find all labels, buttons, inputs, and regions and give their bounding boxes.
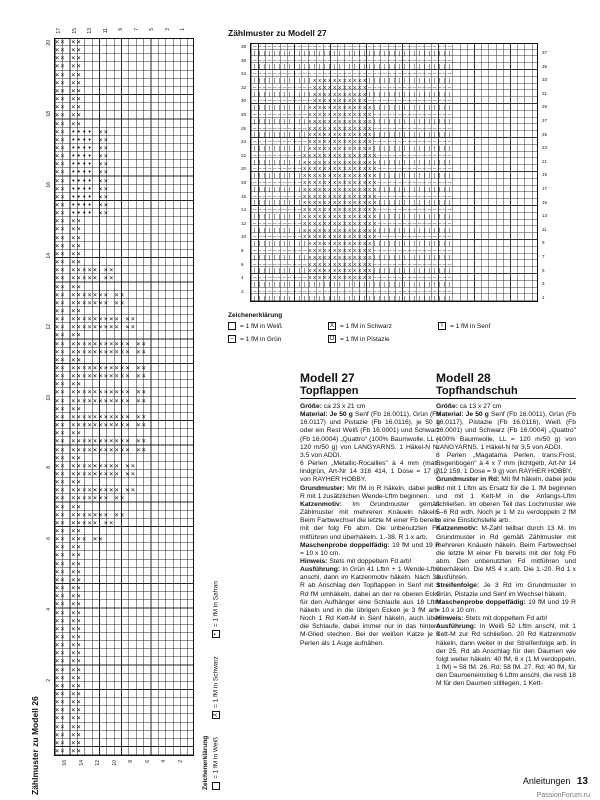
paragraph-label: Material: Je 50 g bbox=[436, 411, 489, 419]
top-chart-row-marks: ––––––––––xxxxxxxxxxxxxxx––––––––––––––– bbox=[253, 180, 453, 186]
left-col-number: 7 bbox=[133, 28, 140, 31]
modell-27-heading: Modell 27 bbox=[300, 371, 355, 385]
left-chart-row-marks: ×× ×× bbox=[55, 355, 83, 364]
paragraph-text: ca 23 x 21 cm bbox=[321, 403, 366, 410]
top-left-number: 6 bbox=[241, 261, 244, 267]
left-row-number: 18 bbox=[46, 111, 52, 117]
left-chart-row-marks: ×× ××××× ×× bbox=[55, 518, 115, 527]
paragraph-label: Maschenprobe doppelfädig: bbox=[300, 541, 390, 549]
left-legend-label: = 1 fM in Weiß bbox=[212, 737, 220, 779]
left-row-number: 16 bbox=[46, 182, 52, 188]
top-right-number: 13 bbox=[542, 213, 548, 219]
left-legend-symbol bbox=[212, 782, 220, 790]
left-chart-row-marks: ×× ×× bbox=[55, 119, 83, 128]
left-chart-row-marks: ×× •••• ×× bbox=[55, 168, 110, 177]
left-col-number: 9 bbox=[118, 28, 124, 31]
left-row-number: 2 bbox=[46, 679, 52, 682]
paragraph-text: Je 3 Rd im Grundmuster in Grün, Pistazie und Senf im Wechsel häkeln. bbox=[436, 582, 576, 598]
top-left-number: 38 bbox=[241, 44, 247, 49]
top-right-number: 21 bbox=[542, 158, 548, 164]
paragraph bbox=[300, 403, 440, 411]
left-row-number: 12 bbox=[46, 324, 52, 330]
left-chart-row-marks: ×× ×× bbox=[55, 111, 83, 120]
left-legend-title: Zeichenerklärung bbox=[202, 735, 209, 790]
left-chart-row-marks: ×× •••• ×× bbox=[55, 184, 110, 193]
top-left-number: 36 bbox=[241, 57, 247, 63]
top-left-number: 2 bbox=[241, 288, 244, 294]
left-chart-row-marks: ×× ×× bbox=[55, 258, 83, 267]
left-chart-row-marks: ×× ××××××××××× ×× bbox=[55, 421, 148, 430]
top-chart-row-marks: |||||||||||xxxxxxxxxxxxx|||||||||||||||| bbox=[253, 254, 453, 261]
left-chart-row-marks: ×× ×× bbox=[55, 54, 83, 63]
legend-symbol-white bbox=[228, 322, 236, 330]
left-legend-item bbox=[212, 737, 220, 790]
paragraph-label: Grundmuster in Rd: bbox=[436, 476, 500, 484]
left-chart-row-marks: ×× ×× bbox=[55, 404, 83, 413]
left-chart-row-marks: ×× ×× bbox=[55, 600, 83, 609]
left-bottom-number: 12 bbox=[95, 760, 101, 766]
left-chart-row-marks: ×× ××××××××××× ×× bbox=[55, 412, 148, 421]
left-chart-row-marks: ×× •••• ×× bbox=[55, 160, 110, 169]
top-chart-row-marks: ||||||||||xxxxxxxxxxxxxxx||||||||||||||| bbox=[253, 159, 453, 166]
top-left-number: 18 bbox=[241, 180, 247, 185]
left-chart-grid bbox=[54, 38, 194, 756]
paragraph bbox=[436, 411, 576, 452]
left-chart-row-marks: ×× ××××××× ×× bbox=[55, 494, 126, 503]
footer-section: Anleitungen bbox=[522, 776, 571, 786]
top-chart-row-marks: –––––––––––––––––––––––––––––––––––––––– bbox=[253, 71, 453, 78]
paragraph bbox=[436, 476, 576, 525]
left-bottom-number: 4 bbox=[161, 760, 167, 763]
top-left-number: 8 bbox=[241, 248, 244, 253]
legend-label-mustard: = 1 fM in Senf bbox=[450, 322, 491, 330]
left-bottom-number: 14 bbox=[78, 760, 85, 766]
left-chart-row-marks: ×× ×× bbox=[55, 738, 83, 747]
left-chart-row-marks: ×× ×× bbox=[55, 453, 83, 462]
top-left-number: 34 bbox=[241, 71, 247, 77]
paragraph-text: Mit fM häkeln, dabei jede Rd mit 1 Lftm als Ersatz für die 1. fM beginnen und mit 1 Kett-M in die Anfangs-Lftm schließen. Im oberen Teil das Lochmuster wie 5–6 Rd wdh. Noch je 1 M zu verdoppeln 2 fM in eine Einstichstelle arb. bbox=[436, 476, 576, 525]
left-chart-row-marks: ×× ×× bbox=[55, 747, 83, 756]
left-chart-row-marks: ×× ×× bbox=[55, 690, 83, 698]
left-chart-row-marks: ×× ×× bbox=[55, 592, 83, 601]
paragraph-text: Im Grundmuster gemäß Zählmuster mit mehreren Knäueln häkeln. Beim Farbwechsel die letzte M einer Fb bereits mit der folg Fb abm. Die unbenutzten Fd mitführen und überhäkeln. 1.-38. R 1 x arb. bbox=[300, 500, 440, 541]
page-number: 13 bbox=[576, 776, 588, 787]
left-chart-row-marks: ×× ××××××××××× ×× bbox=[55, 437, 148, 446]
left-chart-row-marks: ×× ×× bbox=[55, 584, 83, 593]
paragraph bbox=[436, 452, 576, 476]
left-chart-row-marks: ×× ×× bbox=[55, 502, 83, 511]
legend-symbol-mustard: I bbox=[438, 322, 446, 330]
left-bottom-number: 8 bbox=[128, 760, 134, 763]
top-chart-row-marks: ||||||||||xxxxxxxxxxxxxxx||||||||||||||| bbox=[253, 200, 453, 207]
left-chart-row-marks: ×× ×× bbox=[55, 306, 83, 315]
top-legend-title: Zeichenerklärung bbox=[228, 312, 283, 319]
top-chart-row-marks: ||||||||||||xxxxxxxxxxx||||||||||||||||| bbox=[253, 91, 453, 98]
top-right-number: 33 bbox=[542, 77, 548, 83]
left-chart-row-marks: ×× ×× bbox=[55, 78, 83, 87]
top-right-number: 27 bbox=[542, 118, 548, 123]
left-legend-label: = 1 fM in Safran bbox=[212, 581, 220, 628]
top-chart-row-marks: ||||||||||||xxxxxxxxxxx||||||||||||||||| bbox=[253, 78, 453, 84]
left-chart-row-marks: ×× •••• ×× bbox=[55, 143, 110, 152]
top-right-number: 11 bbox=[542, 226, 547, 232]
top-right-number: 35 bbox=[542, 63, 548, 69]
left-chart-row-marks: ×× ×× bbox=[55, 641, 83, 650]
left-col-number: 3 bbox=[164, 28, 171, 31]
top-right-number: 5 bbox=[542, 267, 545, 273]
top-right-number: 31 bbox=[542, 90, 548, 96]
top-right-number: 23 bbox=[542, 145, 548, 151]
top-chart-title: Zählmuster zu Modell 27 bbox=[228, 28, 327, 38]
top-left-number: 20 bbox=[241, 166, 247, 172]
left-col-number: 13 bbox=[87, 28, 93, 34]
legend-mustard bbox=[438, 322, 490, 330]
legend-symbol-black: X bbox=[329, 323, 334, 329]
left-col-number: 15 bbox=[71, 28, 78, 34]
paragraph bbox=[436, 582, 576, 598]
paragraph-label: Katzenmotiv: bbox=[436, 525, 478, 533]
modell-28-heading: Modell 28 bbox=[436, 371, 491, 385]
paragraph-text: Senf (Fb 16.0011), Grün (Fb 16.0117) und Pistazie (Fb 16.0116), je 50 g oder ein Rest Weiß (Fb 16.0001) und Schwarz (Fb 16.0004) „Quattro" (100% Baumwolle, LL = 120 m/50 g) von LANGYARNS. 1 Häkel-N Nr 3,5 von ADDI. bbox=[300, 411, 440, 459]
left-chart-row-marks: ×× ××××××× ×× bbox=[55, 290, 126, 299]
paragraph-label: Grundmuster: bbox=[300, 484, 345, 492]
paragraph-text: Mit fM in R häkeln, dabei jede R mit 1 zusätzlichen Wende-Lftm beginnen. bbox=[300, 484, 440, 500]
paragraph bbox=[300, 558, 440, 566]
left-chart-row-marks: ×× ×× bbox=[55, 103, 83, 112]
modell-28-column bbox=[436, 372, 576, 688]
paragraph bbox=[436, 403, 576, 411]
left-chart-row-marks: ×× ××× ×× bbox=[55, 535, 104, 544]
paragraph-text: 19 fM und 19 R = 10 x 10 cm. bbox=[436, 598, 576, 614]
modell-27-subheading: Topflappen bbox=[300, 385, 440, 399]
legend-symbol-green: – bbox=[228, 335, 236, 343]
legend-label-white: = 1 fM in Weiß bbox=[240, 322, 282, 330]
paragraph-label: Streifenfolge: bbox=[436, 582, 480, 590]
left-chart-row-marks: ×× •••• ×× bbox=[55, 209, 110, 218]
top-chart-grid bbox=[250, 43, 538, 302]
paragraph-text: 19 fM und 19 R = 10 x 10 cm. bbox=[300, 541, 440, 557]
left-chart-row-marks: ×× •••• ×× bbox=[55, 135, 110, 144]
left-chart-row-marks: ×× ××××××× ×× bbox=[55, 298, 126, 307]
top-left-number: 14 bbox=[241, 207, 247, 213]
top-right-number: 19 bbox=[542, 172, 548, 178]
left-chart-row-marks: ×× •••• ×× bbox=[55, 176, 110, 185]
top-chart-row-marks: ––––––––––xxxxxxxxxxxxxxx––––––––––––––– bbox=[253, 234, 453, 241]
left-chart-row-marks: ×× ××××××××××× ×× bbox=[55, 364, 148, 372]
top-chart-row-marks: ––––––––––xxxxxxxxxxxxxxx––––––––––––––– bbox=[253, 166, 453, 173]
paragraph-label: Größe: bbox=[436, 403, 458, 410]
left-chart-row-marks: ×× ×× bbox=[55, 46, 83, 55]
paragraph-label: Ausführung: bbox=[300, 566, 341, 574]
top-chart-row-marks: |||||||||||xxxxxxxxxxxxx|||||||||||||||| bbox=[253, 105, 453, 112]
left-chart-row-marks: ×× ××××××××× ×× bbox=[55, 486, 137, 495]
paragraph-label: Ausführung: bbox=[436, 623, 477, 631]
left-legend-item bbox=[212, 581, 220, 638]
left-chart-row-marks: ×× ×× bbox=[55, 551, 83, 560]
left-chart-title: Zählmuster zu Modell 26 bbox=[30, 696, 40, 795]
top-chart-row-marks: –––––––––––xxxxxxxxxxxxx–––––––––––––––– bbox=[253, 112, 453, 118]
left-chart-row-marks: ×× ×× bbox=[55, 62, 83, 71]
top-chart-row-marks: –––––––––––––––––––––––––––––––––––––––– bbox=[253, 288, 453, 295]
left-chart-row-marks: ×× ×× bbox=[55, 331, 83, 340]
left-chart-row-marks: ×× ×× bbox=[55, 282, 83, 291]
top-chart-row-marks: |||||||||||||||||||||||||||||||||||||||| bbox=[253, 295, 453, 302]
left-chart-row-marks: ×× ×× bbox=[55, 730, 83, 739]
left-chart-row-marks: ×× ××××××× ×× bbox=[55, 510, 126, 519]
left-chart-row-marks: ×× ×× bbox=[55, 567, 83, 576]
top-left-number: 16 bbox=[241, 193, 247, 199]
left-chart-row-marks: ×× •••• ×× bbox=[55, 192, 110, 201]
paragraph-text: Stets mit doppeltem Fd arb! bbox=[327, 557, 412, 565]
paragraph-text: 8 Perlen „Magatama Perlen, trans.Frost, Regenbogen" à 4 x 7 mm (lichtgelb, Art-Nr 14 712 159, 1 Dose = 9 g) von RAYHER HOBBY. bbox=[436, 451, 576, 476]
left-chart-row-marks: ×× ×× bbox=[55, 38, 83, 46]
left-row-number: 8 bbox=[46, 466, 52, 469]
top-right-number: 37 bbox=[542, 50, 548, 55]
left-chart-row-marks: ×× ×× bbox=[55, 559, 83, 568]
top-chart-row-marks: ||||||||||xxxxxxxxxxxxxxx||||||||||||||| bbox=[253, 186, 453, 193]
left-chart-row-marks: ×× ×× bbox=[55, 217, 83, 226]
top-chart-row-marks: ––––––––––––xxxxxxxxxxx––––––––––––––––– bbox=[253, 98, 453, 105]
left-col-number: 1 bbox=[180, 28, 186, 31]
left-chart-row-marks: ×× ××××××××× ×× bbox=[55, 323, 137, 332]
left-chart-row-marks: ×× ×× bbox=[55, 478, 83, 487]
left-chart-row-marks: ×× ×× bbox=[55, 527, 83, 535]
paragraph bbox=[436, 525, 576, 582]
top-chart-row-marks: ||||||||||xxxxxxxxxxxxxxx||||||||||||||| bbox=[253, 214, 453, 220]
left-chart-row-marks: ×× ×× bbox=[55, 86, 83, 95]
top-right-number: 3 bbox=[542, 281, 545, 287]
left-chart-row-marks: ×× ×× bbox=[55, 714, 83, 723]
left-chart-legend bbox=[202, 581, 220, 790]
paragraph bbox=[300, 542, 440, 558]
page-footer bbox=[523, 776, 588, 787]
left-row-number: 10 bbox=[46, 395, 52, 401]
left-bottom-number: 16 bbox=[62, 760, 68, 766]
top-right-number: 9 bbox=[542, 240, 545, 246]
top-chart-row-marks: –––––––––––––––––––––––––––––––––––––––– bbox=[253, 44, 453, 50]
top-chart-row-marks: |||||||||||||||||||||||||||||||||||||||| bbox=[253, 282, 453, 288]
legend-black bbox=[328, 322, 392, 330]
top-chart-row-marks: ||||||||||xxxxxxxxxxxxxxx||||||||||||||| bbox=[253, 173, 453, 180]
legend-label-green: = 1 fM in Grün bbox=[240, 335, 282, 343]
left-chart-row-marks: ×× ×× bbox=[55, 657, 83, 666]
left-legend-items bbox=[212, 581, 220, 790]
top-chart-row-marks: –––––––––––––––––––––––––––––––––––––––– bbox=[253, 57, 453, 64]
left-col-number: 11 bbox=[102, 28, 109, 34]
left-chart-row-marks: ×× ×× bbox=[55, 575, 83, 584]
paragraph bbox=[436, 623, 576, 688]
top-left-number: 32 bbox=[241, 84, 247, 90]
paragraph bbox=[300, 411, 440, 460]
paragraph-label: Maschenprobe doppelfädig: bbox=[436, 598, 526, 606]
top-right-number: 17 bbox=[542, 186, 548, 191]
left-chart-row-marks: ×× ××××× ×× bbox=[55, 266, 115, 275]
legend-pistachio bbox=[328, 335, 390, 343]
left-bottom-number: 10 bbox=[111, 760, 118, 766]
paragraph-label: Material: Je 50 g bbox=[300, 411, 353, 419]
modell-27-body bbox=[300, 403, 440, 648]
paragraph-label: Größe: bbox=[300, 403, 322, 410]
top-right-number: 1 bbox=[542, 294, 545, 300]
left-chart-row-marks: ×× •••• ×× bbox=[55, 152, 110, 161]
top-left-number: 30 bbox=[241, 98, 247, 104]
legend-symbol-pistachio: O bbox=[329, 336, 335, 342]
left-chart-row-marks: ×× ××××××××××× ×× bbox=[55, 372, 148, 381]
paragraph-text: Stets mit doppeltem Fd arb! bbox=[463, 615, 548, 623]
top-chart-row-marks: |||||||||||xxxxxxxxxxxxx|||||||||||||||| bbox=[253, 118, 453, 125]
left-chart-row-marks: ×× ×× bbox=[55, 429, 83, 438]
top-chart-row-marks: |||||||||||xxxxxxxxxxxxx|||||||||||||||| bbox=[253, 241, 453, 248]
top-chart-row-marks: –––––––––––xxxxxxxxxxxxx–––––––––––––––– bbox=[253, 125, 453, 132]
paragraph bbox=[300, 501, 440, 542]
left-chart-row-marks: ×× ××××××××××× ×× bbox=[55, 339, 148, 348]
left-chart-row-marks: ×× ××××× ×× bbox=[55, 274, 115, 283]
paragraph-text: M-Zahl teilbar durch 13 M. Im Grundmuster in Rd gemäß Zählmuster mit mehreren Knäueln häkeln. Beim Farbwechsel die letzte M einer Fb bereits mit der folg Fb abm. Den unbenutzten Fd mitführen und überhäkeln. Die MS 4 x arb. Die 1.-20. Rd 1 x ausführen. bbox=[436, 525, 576, 582]
left-chart-row-marks: ×× ××××××××××× ×× bbox=[55, 388, 148, 397]
top-left-number: 22 bbox=[241, 152, 247, 158]
left-row-number: 20 bbox=[46, 40, 52, 46]
top-chart-row-marks: |||||||||||xxxxxxxxxxxxx|||||||||||||||| bbox=[253, 146, 453, 152]
left-col-number: 17 bbox=[56, 28, 62, 34]
modell-28-body bbox=[436, 403, 576, 688]
left-chart-row-marks: ×× ×× bbox=[55, 624, 83, 633]
top-chart-row-marks: –––––––––––xxxxxxxxxxxxx–––––––––––––––– bbox=[253, 139, 453, 146]
left-legend-symbol: X bbox=[213, 713, 219, 718]
top-chart-row-marks: ––––––––––xxxxxxxxxxxxxxx––––––––––––––– bbox=[253, 220, 453, 227]
top-chart-row-marks: ––––––––––––xxxxxxxxxxx––––––––––––––––– bbox=[253, 84, 453, 91]
left-chart-row-numbers bbox=[46, 40, 54, 756]
left-chart-row-marks: ×× ×× bbox=[55, 380, 83, 389]
paragraph-text: ca 13 x 27 cm bbox=[457, 403, 502, 410]
top-chart-row-marks: |||||||||||xxxxxxxxxxxxx|||||||||||||||| bbox=[253, 132, 453, 139]
left-chart-row-marks: ×× ××××××××××× ×× bbox=[55, 445, 148, 454]
left-bottom-number: 6 bbox=[144, 760, 151, 763]
paragraph-label: Hinweis: bbox=[436, 615, 464, 623]
left-chart-row-marks: ×× ×× bbox=[55, 706, 83, 715]
top-left-number: 12 bbox=[241, 220, 247, 226]
top-chart-row-marks: –––––––––––xxxxxxxxxxxxx–––––––––––––––– bbox=[253, 248, 453, 254]
left-chart-row-marks: ×× ×× bbox=[55, 249, 83, 258]
top-right-number: 29 bbox=[542, 104, 548, 110]
top-chart-row-marks: |||||||||||xxxxxxxxxxxxx|||||||||||||||| bbox=[253, 268, 453, 275]
left-chart-row-marks: ×× ×× bbox=[55, 665, 83, 674]
left-row-number: 14 bbox=[46, 253, 52, 259]
left-row-number: 4 bbox=[46, 608, 52, 611]
legend-label-pistachio: = 1 fM in Pistazie bbox=[340, 335, 390, 343]
top-right-number: 25 bbox=[542, 131, 548, 137]
top-chart-row-marks: ––––––––––xxxxxxxxxxxxxxx––––––––––––––– bbox=[253, 193, 453, 200]
paragraph-text: In Weiß 52 Lftm anschl, mit 1 Kett-M zur Rd schließen. 20 Rd Katzenmotiv häkeln, dann weiter in der Streifenfolge arb. In der 25. Rd ab Anschlag für den Daumen wie folgt weiter häkeln: 40 fM, 6 x (1 M verdoppeln, 1 fM) = 58 fM. 26. Rd: 58 fM. 27. Rd: 40 fM, für den Daumeneinstieg 6 Lftm anschl, die restl 18 M für den Daumen stilllegen, 1 Kett- bbox=[436, 623, 576, 688]
paragraph-text: 6 Perlen „Metallic-Rocailles" à 4 mm (matt, lindgrün, Art-Nr 14 316 414, 1 Dose = 17 g) von RAYHER HOBBY. bbox=[300, 460, 440, 484]
paragraph bbox=[436, 599, 576, 615]
left-chart-row-marks: ×× •••• ×× bbox=[55, 127, 110, 136]
top-chart-row-marks: ––––––––––xxxxxxxxxxxxxxx––––––––––––––– bbox=[253, 152, 453, 159]
top-left-number: 28 bbox=[241, 112, 247, 117]
left-chart-row-marks: ×× ×× bbox=[55, 225, 83, 234]
top-left-number: 24 bbox=[241, 139, 247, 145]
modell-28-subheading: Topfhandschuh bbox=[436, 385, 576, 399]
left-chart-row-marks: ×× ×× bbox=[55, 233, 83, 242]
left-col-number: 5 bbox=[149, 28, 155, 31]
top-left-number: 26 bbox=[241, 125, 247, 131]
paragraph bbox=[300, 485, 440, 501]
left-chart-row-marks: ×× ×× bbox=[55, 698, 83, 707]
paragraph bbox=[300, 566, 440, 648]
left-legend-label: = 1 fM in Schwarz bbox=[212, 656, 220, 709]
paragraph-label: Hinweis: bbox=[300, 557, 328, 565]
top-chart-row-marks: ||||||||||xxxxxxxxxxxxxxx||||||||||||||| bbox=[253, 227, 453, 234]
top-chart-row-marks: –––––––––––xxxxxxxxxxxxx–––––––––––––––– bbox=[253, 275, 453, 282]
watermark: PassionForum.ru bbox=[536, 792, 590, 799]
left-chart-row-marks: ×× ×× bbox=[55, 673, 83, 682]
top-right-number: 15 bbox=[542, 199, 548, 205]
left-chart-column-numbers bbox=[54, 28, 194, 38]
left-chart-row-marks: ×× ××××××××× ×× bbox=[55, 469, 137, 478]
top-chart-row-marks: |||||||||||||||||||||||||||||||||||||||| bbox=[253, 50, 453, 57]
left-chart-row-marks: ×× ××××××××× ×× bbox=[55, 315, 137, 324]
left-chart-row-marks: ×× ×× bbox=[55, 95, 83, 104]
top-right-number: 7 bbox=[542, 254, 545, 259]
left-chart-row-marks: ×× ×× bbox=[55, 632, 83, 641]
left-chart-row-marks: ×× ×× bbox=[55, 722, 83, 731]
top-chart-row-marks: ––––––––––xxxxxxxxxxxxxxx––––––––––––––– bbox=[253, 207, 453, 214]
left-chart-row-marks: ×× ××××××××××× ×× bbox=[55, 396, 148, 405]
paragraph-text: In Grün 41 Lftm + 1 Wende-Lftm anschl, dann im Katzenmotiv häkeln. Nach 38 R ab Anschlag den Topflappen in Senf mit 1 Rd fM umhäkeln, dabei an der re oberen Ecke für den Aufhänger eine Schlaufe aus 18 Lftm häkeln und in die übrigen Ecken je 3 fM arb. Noch 1 Rd Kett-M in Senf häkeln, auch über die Schlaufe, dabei immer nur in das hintere M-Glied stechen. Bei der weißen Katze je 3 Perlen als 1 Auge aufnähen. bbox=[300, 566, 440, 647]
left-legend-symbol: • bbox=[212, 630, 220, 638]
left-row-number: 6 bbox=[46, 537, 52, 540]
left-chart-row-marks: ×× ×× bbox=[55, 649, 83, 658]
left-chart-row-marks: ×× ×× bbox=[55, 70, 83, 79]
left-chart-row-marks: ×× ×× bbox=[55, 608, 83, 617]
legend-green bbox=[228, 335, 281, 343]
paragraph-label: Katzenmotiv: bbox=[300, 500, 342, 508]
top-left-number: 4 bbox=[241, 275, 244, 281]
paragraph bbox=[436, 615, 576, 623]
left-chart-row-marks: ×× •••• ×× bbox=[55, 201, 110, 209]
left-chart-row-marks: ×× ×× bbox=[55, 681, 83, 690]
top-left-number: 10 bbox=[241, 234, 247, 240]
top-chart-row-marks: |||||||||||||||||||||||||||||||||||||||| bbox=[253, 64, 453, 71]
left-chart-row-marks: ×× ××××××××××× ×× bbox=[55, 347, 148, 356]
paragraph-text: Senf (Fb 16.0011), Grün (Fb 16.0117), Pistazie (Fb 16.0116), Weiß (Fb 16.0001) und Schwarz (Fb 16.0004) „Quattro" (100% Baumwolle, LL = 120 m/50 g) von LANGYARNS. 1 Häkel-N Nr 3,5 von ADDI. bbox=[436, 411, 576, 451]
left-chart-row-marks: ×× ××××××××× ×× bbox=[55, 461, 137, 470]
legend-white bbox=[228, 322, 282, 330]
left-chart-row-marks: ×× ×× bbox=[55, 241, 83, 250]
modell-27-column bbox=[300, 372, 440, 648]
left-chart-row-marks: ×× ×× bbox=[55, 543, 83, 552]
legend-label-black: = 1 fM in Schwarz bbox=[340, 322, 392, 330]
top-chart-row-marks: –––––––––––xxxxxxxxxxxxx–––––––––––––––– bbox=[253, 261, 453, 268]
left-chart-row-marks: ×× ×× bbox=[55, 616, 83, 625]
paragraph bbox=[300, 460, 440, 484]
left-bottom-number: 2 bbox=[177, 760, 184, 763]
left-legend-item bbox=[212, 656, 220, 719]
